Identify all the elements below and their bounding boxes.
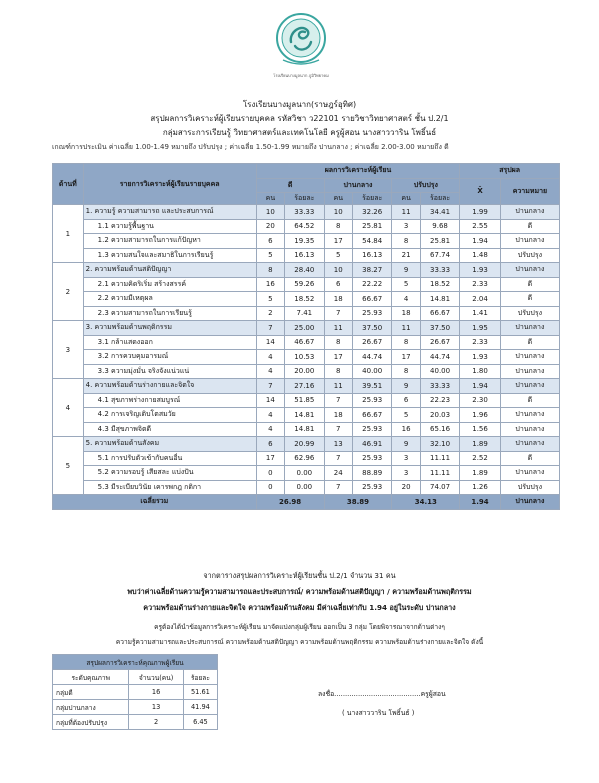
table-row [53, 277, 560, 292]
side-number: 3 [53, 321, 84, 379]
section-row [53, 205, 560, 220]
col-good-percent: ร้อยละ [285, 193, 324, 205]
improve-count: 4 [392, 292, 420, 307]
mid-percent: 32.26 [353, 205, 392, 220]
improve-percent: 65.16 [420, 422, 459, 437]
good-count: 6 [256, 437, 284, 452]
item-label-text: 1.1 ความรู้พื้นฐาน [97, 221, 154, 230]
item-label-text: 2.2 ความมีเหตุผล [97, 294, 153, 303]
improve-percent: 74.07 [420, 480, 459, 495]
meaning-value: ดี [500, 292, 559, 307]
item-label [83, 422, 256, 437]
improve-count: 9 [392, 263, 420, 278]
mid-percent: 88.89 [353, 466, 392, 481]
conclusion-line-4: ครูต้องได้นำข้อมูลการวิเคราะห์ผู้เรียน มาจัดแบ่งกลุ่มผู้เรียน ออกเป็น 3 กลุ่ม โดยพิจารณาจากด้านต่างๆ [154, 623, 445, 631]
logo-caption: โรงเรียนบางมูลนาก ภูมิวิทยาคม [273, 73, 329, 78]
good-percent: 20.99 [285, 437, 324, 452]
side-number: 1 [53, 205, 84, 263]
improve-count: 3 [392, 219, 420, 234]
good-percent: 27.16 [285, 379, 324, 394]
table-row [53, 219, 560, 234]
quality-level: กลุ่มที่ต้องปรับปรุง [53, 715, 129, 730]
quality-percent: 41.94 [183, 700, 217, 715]
good-count: 4 [256, 350, 284, 365]
quality-count: 13 [129, 700, 183, 715]
conclusion-line-1: จากตารางสรุปผลการวิเคราะห์ผู้เรียนชั้น ป.2/1 จำนวน 31 คน [203, 571, 396, 580]
summary-good-percent: 26.98 [256, 495, 324, 510]
mid-percent: 54.84 [353, 234, 392, 249]
improve-percent: 25.81 [420, 234, 459, 249]
summary-meaning: ปานกลาง [500, 495, 559, 510]
item-label-text: 3.1 กล้าแสดงออก [97, 337, 153, 346]
mean-value: 1.48 [460, 248, 501, 263]
good-percent: 59.26 [285, 277, 324, 292]
mid-count: 18 [324, 408, 352, 423]
table-row [53, 350, 560, 365]
improve-percent: 66.67 [420, 306, 459, 321]
meaning-value: ปานกลาง [500, 364, 559, 379]
meaning-value: ปรับปรุง [500, 248, 559, 263]
table-row [53, 306, 560, 321]
meaning-value: ปานกลาง [500, 350, 559, 365]
quality-table-body [53, 685, 218, 730]
table-row [53, 234, 560, 249]
conclusion-line-3: ความพร้อมด้านร่างกายและจิตใจ ความพร้อมด้านสังคม มีค่าเฉลี่ยเท่ากับ 1.94 อยู่ในระดับ ปานกลาง [143, 603, 456, 612]
improve-percent: 14.81 [420, 292, 459, 307]
good-percent: 28.40 [285, 263, 324, 278]
item-label-text: 4.1 สุขภาพร่างกายสมบูรณ์ [97, 395, 181, 404]
mid-count: 10 [324, 205, 352, 220]
improve-count: 8 [392, 364, 420, 379]
item-label [83, 466, 256, 481]
quality-col-count: จำนวน(คน) [129, 670, 183, 685]
good-percent: 7.41 [285, 306, 324, 321]
item-label-text: 2.1 ความคิดริเริ่ม สร้างสรรค์ [97, 279, 187, 288]
analysis-table [52, 163, 560, 510]
side-number: 5 [53, 437, 84, 495]
meaning-value: ปานกลาง [500, 466, 559, 481]
good-percent: 19.35 [285, 234, 324, 249]
item-label-text: 3. ความพร้อมด้านพฤติกรรม [85, 323, 172, 332]
item-label-text: 3.3 ความมุ่งมั่น จริงจังแน่วแน่ [97, 366, 190, 375]
improve-count: 3 [392, 451, 420, 466]
item-label-text: 4.3 มีสุขภาพจิตดี [97, 424, 152, 433]
table-row [53, 466, 560, 481]
mid-count: 6 [324, 277, 352, 292]
mid-count: 8 [324, 364, 352, 379]
good-percent: 20.00 [285, 364, 324, 379]
good-percent: 14.81 [285, 408, 324, 423]
quality-title: สรุปผลการวิเคราะห์คุณภาพผู้เรียน [53, 655, 218, 670]
table-row [53, 480, 560, 495]
mid-percent: 66.67 [353, 292, 392, 307]
item-label [83, 451, 256, 466]
improve-percent: 32.10 [420, 437, 459, 452]
item-label-text: 2.3 ความสามารถในการเรียนรู้ [97, 308, 192, 317]
item-label-text: 4.2 การเจริญเติบโตสมวัย [97, 410, 176, 419]
meaning-value: ดี [500, 393, 559, 408]
good-percent: 64.52 [285, 219, 324, 234]
quality-row [53, 715, 218, 730]
mean-value: 1.96 [460, 408, 501, 423]
mean-value: 1.56 [460, 422, 501, 437]
improve-count: 3 [392, 466, 420, 481]
analysis-table-body [53, 205, 560, 495]
mid-percent: 25.93 [353, 393, 392, 408]
good-percent: 14.81 [285, 422, 324, 437]
item-label [83, 277, 256, 292]
conclusion-line-2: พบว่าค่าเฉลี่ยด้านความรู้ความสามารถและประสบการณ์/ ความพร้อมด้านสติปัญญา / ความพร้อมด้านพฤติกรรม [127, 587, 472, 596]
summary-label: เฉลี่ยรวม [53, 495, 257, 510]
improve-percent: 11.11 [420, 466, 459, 481]
good-count: 14 [256, 335, 284, 350]
item-label [83, 306, 256, 321]
col-improve: ปรับปรุง [392, 178, 460, 193]
col-good: ดี [256, 178, 324, 193]
item-label-text: 5.2 ความรอบรู้ เสียสละ แบ่งปัน [97, 468, 194, 477]
good-percent: 62.96 [285, 451, 324, 466]
mid-count: 18 [324, 292, 352, 307]
table-row [53, 335, 560, 350]
col-item: รายการวิเคราะห์ผู้เรียนรายบุคคล [83, 164, 256, 205]
item-label [83, 437, 256, 452]
evaluation-criteria: เกณฑ์การประเมิน ค่าเฉลี่ย 1.00-1.49 หมายถึง ปรับปรุง ; ค่าเฉลี่ย 1.50-1.99 หมายถึง ปานกลาง ; ค่าเฉลี่ย 2.00-3.00 หมายถึง ดี [52, 143, 449, 151]
summary-mid-percent: 38.89 [324, 495, 392, 510]
good-count: 5 [256, 248, 284, 263]
col-mid: ปานกลาง [324, 178, 392, 193]
quality-row [53, 700, 218, 715]
meaning-value: ปานกลาง [500, 263, 559, 278]
col-meaning: ความหมาย [500, 178, 559, 205]
quality-col-percent: ร้อยละ [183, 670, 217, 685]
quality-col-level: ระดับคุณภาพ [53, 670, 129, 685]
good-count: 16 [256, 277, 284, 292]
good-count: 5 [256, 292, 284, 307]
mid-count: 8 [324, 335, 352, 350]
mid-percent: 26.67 [353, 335, 392, 350]
improve-count: 5 [392, 277, 420, 292]
item-label [83, 393, 256, 408]
improve-percent: 44.74 [420, 350, 459, 365]
meaning-value: ดี [500, 451, 559, 466]
mean-value: 2.52 [460, 451, 501, 466]
item-label-text: 5.1 การปรับตัวเข้ากับคนอื่น [97, 453, 183, 462]
side-number: 2 [53, 263, 84, 321]
item-label [83, 205, 256, 220]
table-row [53, 393, 560, 408]
good-count: 0 [256, 480, 284, 495]
mean-value: 2.55 [460, 219, 501, 234]
item-label [83, 408, 256, 423]
item-label-text: 5. ความพร้อมด้านสังคม [85, 439, 160, 448]
item-label-text: 5.3 มีระเบียบวินัย เคารพกฎ กติกา [97, 482, 202, 491]
meaning-value: ปานกลาง [500, 321, 559, 336]
meaning-value: ดี [500, 219, 559, 234]
item-label [83, 263, 256, 278]
good-percent: 10.53 [285, 350, 324, 365]
meaning-value: ดี [500, 277, 559, 292]
mid-count: 8 [324, 219, 352, 234]
meaning-value: ปานกลาง [500, 205, 559, 220]
improve-percent: 67.74 [420, 248, 459, 263]
item-label-text: 3.2 การควบคุมอารมณ์ [97, 352, 169, 361]
mid-percent: 25.81 [353, 219, 392, 234]
improve-percent: 33.33 [420, 263, 459, 278]
mean-value: 2.33 [460, 335, 501, 350]
col-improve-percent: ร้อยละ [420, 193, 459, 205]
improve-percent: 9.68 [420, 219, 459, 234]
table-row [53, 408, 560, 423]
mid-percent: 25.93 [353, 451, 392, 466]
good-count: 4 [256, 364, 284, 379]
good-count: 2 [256, 306, 284, 321]
mid-percent: 25.93 [353, 422, 392, 437]
good-count: 17 [256, 451, 284, 466]
mid-count: 24 [324, 466, 352, 481]
signature-line: ลงชื่อ........................................ครูผู้สอน [318, 690, 446, 698]
good-count: 4 [256, 422, 284, 437]
good-count: 4 [256, 408, 284, 423]
mid-count: 7 [324, 451, 352, 466]
col-improve-count: คน [392, 193, 420, 205]
meaning-value: ปานกลาง [500, 379, 559, 394]
quality-row [53, 685, 218, 700]
improve-percent: 22.23 [420, 393, 459, 408]
improve-count: 9 [392, 379, 420, 394]
quality-table [52, 654, 218, 730]
improve-count: 21 [392, 248, 420, 263]
mean-value: 1.93 [460, 263, 501, 278]
mean-value: 2.04 [460, 292, 501, 307]
improve-percent: 37.50 [420, 321, 459, 336]
good-count: 0 [256, 466, 284, 481]
mean-value: 1.80 [460, 364, 501, 379]
mid-count: 11 [324, 321, 352, 336]
improve-count: 16 [392, 422, 420, 437]
mean-value: 1.93 [460, 350, 501, 365]
mid-count: 11 [324, 379, 352, 394]
good-percent: 25.00 [285, 321, 324, 336]
item-label-text: 2. ความพร้อมด้านสติปัญญา [85, 265, 172, 274]
mean-value: 1.99 [460, 205, 501, 220]
mid-count: 13 [324, 437, 352, 452]
section-row [53, 379, 560, 394]
mean-value: 2.33 [460, 277, 501, 292]
good-count: 20 [256, 219, 284, 234]
section-row [53, 263, 560, 278]
mid-count: 17 [324, 234, 352, 249]
item-label [83, 248, 256, 263]
quality-percent: 6.45 [183, 715, 217, 730]
mean-value: 1.94 [460, 234, 501, 249]
mean-value: 1.89 [460, 437, 501, 452]
mid-count: 17 [324, 350, 352, 365]
table-row [53, 292, 560, 307]
summary-improve-percent: 34.13 [392, 495, 460, 510]
good-count: 7 [256, 379, 284, 394]
improve-count: 8 [392, 335, 420, 350]
table-row [53, 451, 560, 466]
mid-percent: 40.00 [353, 364, 392, 379]
improve-percent: 40.00 [420, 364, 459, 379]
mid-count: 7 [324, 393, 352, 408]
mean-value: 1.41 [460, 306, 501, 321]
school-name: โรงเรียนบางมูลนาก(ราษฎร์อุทิศ) [242, 100, 357, 109]
mid-count: 10 [324, 263, 352, 278]
improve-percent: 18.52 [420, 277, 459, 292]
mid-percent: 39.51 [353, 379, 392, 394]
meaning-value: ปานกลาง [500, 437, 559, 452]
meaning-value: ปานกลาง [500, 422, 559, 437]
item-label-text: 4. ความพร้อมด้านร่างกายและจิตใจ [85, 381, 195, 390]
improve-count: 9 [392, 437, 420, 452]
good-percent: 0.00 [285, 466, 324, 481]
quality-level: กลุ่มปานกลาง [53, 700, 129, 715]
item-label [83, 234, 256, 249]
good-percent: 51.85 [285, 393, 324, 408]
conclusion-line-5: ความรู้ความสามารถและประสบการณ์ ความพร้อมด้านสติปัญญา ความพร้อมด้านพฤติกรรม ความพร้อมด้านร่างกายและจิตใจ ดังนี้ [115, 638, 484, 646]
item-label-text: 1.3 ความสนใจและสมาธิในการเรียนรู้ [97, 250, 214, 259]
improve-percent: 33.33 [420, 379, 459, 394]
col-mid-count: คน [324, 193, 352, 205]
table-row [53, 248, 560, 263]
meaning-value: ดี [500, 335, 559, 350]
improve-percent: 11.11 [420, 451, 459, 466]
improve-count: 20 [392, 480, 420, 495]
mean-value: 2.30 [460, 393, 501, 408]
meaning-value: ปานกลาง [500, 408, 559, 423]
mid-percent: 25.93 [353, 480, 392, 495]
mid-count: 7 [324, 480, 352, 495]
item-label [83, 335, 256, 350]
table-row [53, 364, 560, 379]
signature-name: ( นางสาววาริน โพธิ์นธ์ ) [342, 709, 415, 717]
mid-percent: 44.74 [353, 350, 392, 365]
mid-count: 7 [324, 422, 352, 437]
good-percent: 18.52 [285, 292, 324, 307]
item-label [83, 321, 256, 336]
mid-count: 7 [324, 306, 352, 321]
summary-row [53, 495, 560, 510]
good-percent: 0.00 [285, 480, 324, 495]
side-number: 4 [53, 379, 84, 437]
meaning-value: ปรับปรุง [500, 480, 559, 495]
item-label [83, 480, 256, 495]
improve-percent: 20.03 [420, 408, 459, 423]
item-label [83, 292, 256, 307]
col-summary: สรุปผล [460, 164, 560, 179]
improve-percent: 26.67 [420, 335, 459, 350]
meaning-value: ปรับปรุง [500, 306, 559, 321]
quality-level: กลุ่มดี [53, 685, 129, 700]
item-label-text: 1.2 ความสามารถในการแก้ปัญหา [97, 236, 201, 245]
good-count: 8 [256, 263, 284, 278]
quality-count: 16 [129, 685, 183, 700]
good-percent: 33.33 [285, 205, 324, 220]
good-count: 14 [256, 393, 284, 408]
improve-count: 6 [392, 393, 420, 408]
mid-percent: 22.22 [353, 277, 392, 292]
good-percent: 16.13 [285, 248, 324, 263]
col-side: ด้านที่ [53, 164, 84, 205]
improve-count: 11 [392, 205, 420, 220]
col-mid-percent: ร้อยละ [353, 193, 392, 205]
mid-percent: 66.67 [353, 408, 392, 423]
item-label [83, 350, 256, 365]
report-title: สรุปผลการวิเคราะห์ผู้เรียนรายบุคคล รหัสวิชา ว22101 รายวิชาวิทยาศาสตร์ ชั้น ป.2/1 [150, 114, 449, 123]
good-percent: 46.67 [285, 335, 324, 350]
quality-count: 2 [129, 715, 183, 730]
item-label-text: 1. ความรู้ ความสามารถ และประสบการณ์ [85, 207, 214, 216]
improve-count: 8 [392, 234, 420, 249]
mean-value: 1.94 [460, 379, 501, 394]
col-good-count: คน [256, 193, 284, 205]
table-row [53, 422, 560, 437]
improve-percent: 34.41 [420, 205, 459, 220]
quality-percent: 51.61 [183, 685, 217, 700]
summary-mean: 1.94 [460, 495, 501, 510]
mid-percent: 37.50 [353, 321, 392, 336]
mean-value: 1.26 [460, 480, 501, 495]
improve-count: 5 [392, 408, 420, 423]
good-count: 6 [256, 234, 284, 249]
mean-value: 1.95 [460, 321, 501, 336]
mid-percent: 46.91 [353, 437, 392, 452]
mid-percent: 25.93 [353, 306, 392, 321]
item-label [83, 379, 256, 394]
improve-count: 11 [392, 321, 420, 336]
item-label [83, 364, 256, 379]
mean-value: 1.89 [460, 466, 501, 481]
mid-count: 5 [324, 248, 352, 263]
item-label [83, 219, 256, 234]
section-row [53, 321, 560, 336]
col-mean: X̄ [460, 178, 501, 205]
improve-count: 17 [392, 350, 420, 365]
report-subtitle: กลุ่มสาระการเรียนรู้ วิทยาศาสตร์และเทคโนโลยี ครูผู้สอน นางสาววาริน โพธิ์นธ์ [162, 128, 437, 137]
section-row [53, 437, 560, 452]
meaning-value: ปานกลาง [500, 234, 559, 249]
improve-count: 18 [392, 306, 420, 321]
school-logo-icon [275, 10, 327, 76]
mid-percent: 38.27 [353, 263, 392, 278]
col-result: ผลการวิเคราะห์ผู้เรียน [256, 164, 460, 179]
good-count: 10 [256, 205, 284, 220]
good-count: 7 [256, 321, 284, 336]
mid-percent: 16.13 [353, 248, 392, 263]
